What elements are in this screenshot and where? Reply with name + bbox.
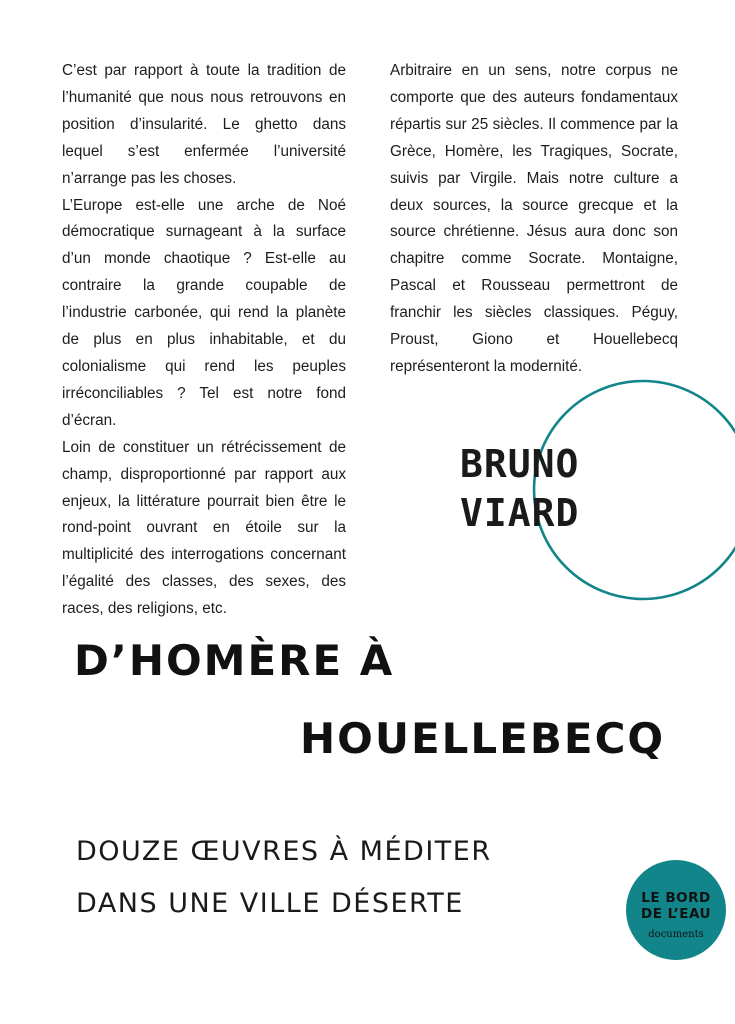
author-last-name: VIARD bbox=[460, 491, 580, 535]
paragraph: Arbitraire en un sens, notre corpus ne comporte que des auteurs fondamentaux répartis sur 25 siècles. Il commence par la Grèce, Homère, les Tragiques, Socrate, suivis par Virgile. Mais notre culture a deux sources, la source grecque et la source chrétienne. Jésus aura donc son chapitre comme Socrate. Montaigne, Pascal et Rousseau permettront de franchir les siècles classiques. Péguy, Proust, Giono et Houellebecq représenteront la modernité. bbox=[390, 62, 678, 375]
paragraph: L’Europe est-elle une arche de Noé démocratique surnageant à la surface d’un monde chaotique ? Est-elle au contraire la grande coupable de l’industrie carbonée, qui rend la planète de plus en plus inhabitable, et du colonialisme qui rend les peuples irréconciliables ? Tel est notre fond d’écran. bbox=[62, 196, 346, 429]
book-title-line-2: HOUELLEBECQ bbox=[300, 714, 666, 763]
author-first-name: BRUNO bbox=[460, 442, 580, 486]
book-title-line-1: D’HOMÈRE À bbox=[74, 636, 395, 685]
publisher-name-line-2: DE L’EAU bbox=[641, 906, 711, 922]
book-subtitle-line-2: DANS UNE VILLE DÉSERTE bbox=[76, 888, 464, 919]
decorative-circle-outline bbox=[534, 381, 735, 599]
publisher-name-line-1: LE BORD bbox=[641, 890, 711, 906]
publisher-logo bbox=[626, 860, 726, 960]
paragraph: Loin de constituer un rétrécissement de champ, disproportionné par rapport aux enjeux, la littérature pourrait bien être le rond-point ouvrant en étoile sur la multiplicité des interrogations concernant l’égalité des classes, des sexes, des races, des religions, etc. bbox=[62, 438, 346, 618]
book-subtitle-line-1: DOUZE ŒUVRES À MÉDITER bbox=[76, 836, 492, 867]
publisher-collection: documents bbox=[648, 929, 704, 940]
paragraph: C’est par rapport à toute la tradition de l’humanité que nous nous retrouvons en position d’insularité. Le ghetto dans lequel s’est enfermée l’université n’arrange pas les choses. bbox=[62, 62, 346, 187]
